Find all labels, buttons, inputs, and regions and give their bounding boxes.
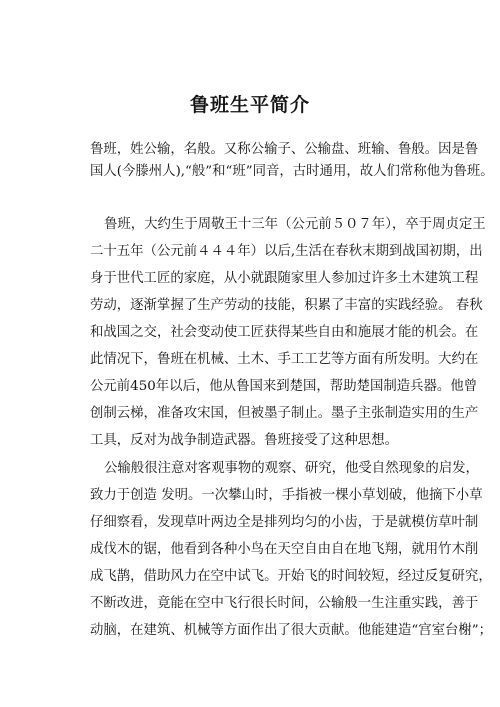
text-line: 国人(今滕州人),“般”和“班”同音，古时通用，故人们常称他为鲁班。 — [90, 164, 494, 179]
text-line: 公元前450年以后，他从鲁国来到楚国，帮助楚国制造兵器。他曾 — [90, 379, 478, 394]
text-line: 创制云梯，准备攻宋国，但被墨子制止。墨子主张制造实用的生产 — [90, 406, 479, 421]
text-line: 成伐木的锯，他看到各种小鸟在天空自由自在地飞翔，就用竹木削 — [90, 542, 479, 557]
text-line: 成飞鹊，借助风力在空中试飞。开始飞的时间较短，经过反复研究， — [90, 569, 492, 584]
text-line: 二十五年（公元前４４４年）以后,生活在春秋末期到战国初期，出 — [90, 244, 483, 259]
text-line: 仔细察看，发现草叶两边全是排列均匀的小齿，于是就模仿草叶制 — [90, 515, 479, 530]
text-line: 公输般很注意对客观事物的观察、研究，他受自然现象的启发， — [104, 461, 479, 476]
text-line: 鲁班，大约生于周敬王十三年（公元前５０７年），卒于周贞定王 — [104, 217, 486, 232]
document-title: 鲁班生平简介 — [189, 94, 310, 116]
text-line: 和战国之交，社会变动使工匠获得某些自由和施展才能的机会。在 — [90, 325, 479, 340]
text-line: 致力于创造 发明。一次攀山时，手指被一棵小草划破，他摘下小草 — [90, 488, 483, 503]
text-line: 劳动，逐渐掌握了生产劳动的技能，积累了丰富的实践经验。 春秋 — [90, 298, 483, 313]
text-line: 身于世代工匠的家庭，从小就跟随家里人参加过许多土木建筑工程 — [90, 271, 479, 286]
text-line: 工具，反对为战争制造武器。鲁班接受了这种思想。 — [90, 433, 398, 448]
text-line: 鲁班，姓公输，名般。又称公输子、公输盘、班输、鲁般。因是鲁 — [90, 142, 479, 157]
text-line: 动脑，在建筑、机械等方面作出了很大贡献。他能建造“宫室台榭”； — [90, 623, 493, 638]
text-line: 此情况下，鲁班在机械、土木、手工工艺等方面有所发明。大约在 — [90, 352, 479, 367]
text-line: 不断改进，竟能在空中飞行很长时间，公输般一生注重实践，善于 — [90, 596, 479, 611]
